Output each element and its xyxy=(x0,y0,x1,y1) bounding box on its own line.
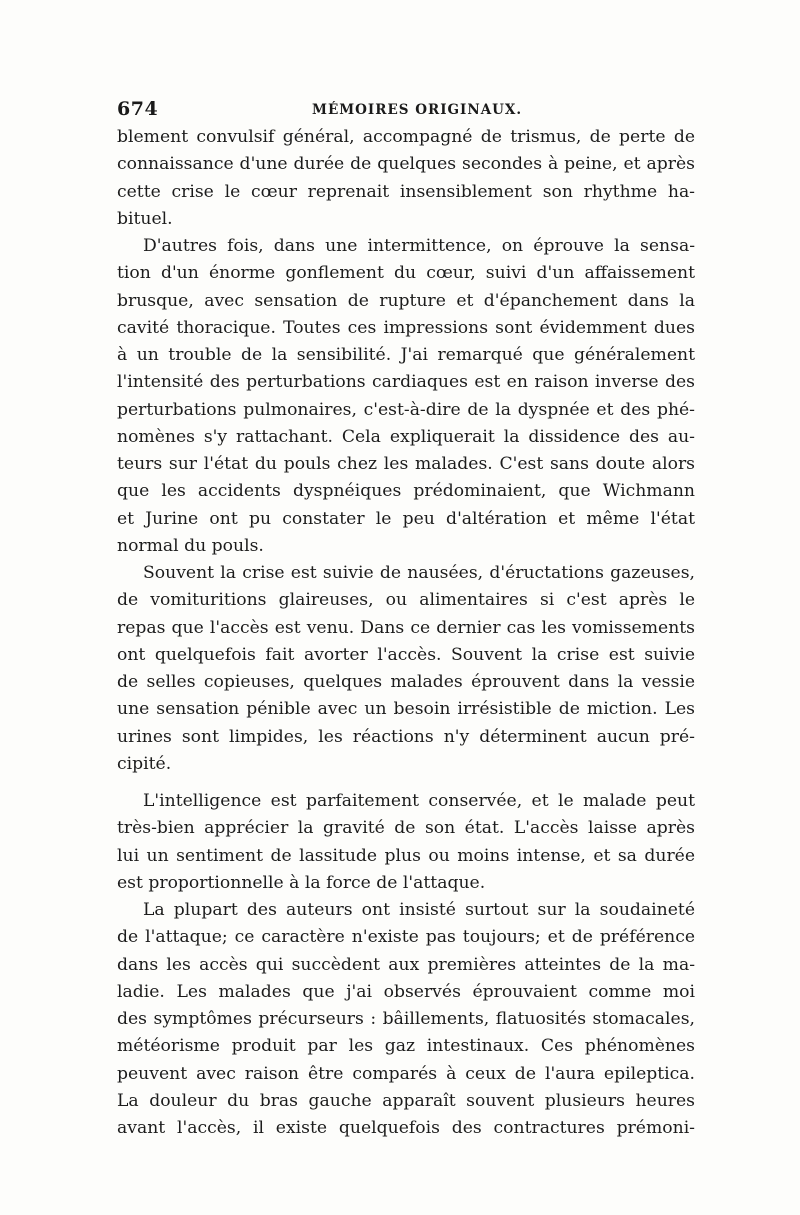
text-line: de vomituritions glaireuses, ou alimentaires si c'est après le xyxy=(117,590,695,611)
text-line: normal du pouls. xyxy=(117,535,264,556)
text-line: perturbations pulmonaires, c'est-à-dire de la dyspnée et des phé- xyxy=(117,399,695,420)
text-line: très-bien apprécier la gravité de son état. L'accès laisse après xyxy=(117,818,695,839)
text-line: blement convulsif général, accompagné de trismus, de perte de xyxy=(117,127,695,147)
text-line: peuvent avec raison être comparés à ceux de l'aura epileptica. xyxy=(117,1063,695,1084)
text-line: nomènes s'y rattachant. Cela expliquerait la dissidence des au- xyxy=(117,426,695,447)
text-line: avant l'accès, il existe quelquefois des contractures prémoni- xyxy=(117,1118,695,1138)
text-line: La douleur du bras gauche apparaît souvent plusieurs heures xyxy=(117,1090,695,1111)
text-line: de l'attaque; ce caractère n'existe pas toujours; et de préférence xyxy=(117,927,695,948)
text-line: teurs sur l'état du pouls chez les malades. C'est sans doute alors xyxy=(117,454,695,474)
running-title: MÉMOIRES ORIGINAUX. xyxy=(312,102,523,118)
text-line: et Jurine ont pu constater le peu d'altération et même l'état xyxy=(117,508,695,529)
text-line: L'intelligence est parfaitement conservée, et le malade peut xyxy=(143,791,695,811)
page-header xyxy=(117,98,695,124)
text-line: cette crise le cœur reprenait insensiblement son rhythme ha- xyxy=(117,181,695,202)
text-line: repas que l'accès est venu. Dans ce dernier cas les vomissements xyxy=(117,617,695,638)
text-line: météorisme produit par les gaz intestinaux. Ces phénomènes xyxy=(117,1036,695,1057)
text-line: Souvent la crise est suivie de nausées, d'éructations gazeuses, xyxy=(143,563,695,583)
paragraph-gap xyxy=(117,778,695,788)
text-line: des symptômes précurseurs : bâillements, flatuosités stomacales, xyxy=(117,1009,695,1029)
text-line: est proportionnelle à la force de l'attaque. xyxy=(117,872,486,893)
text-line: urines sont limpides, les réactions n'y déterminent aucun pré- xyxy=(117,726,695,747)
text-line: l'intensité des perturbations cardiaques est en raison inverse des xyxy=(117,372,695,393)
text-line: connaissance d'une durée de quelques secondes à peine, et après xyxy=(117,154,695,175)
text-line: La plupart des auteurs ont insisté surtout sur la soudaineté xyxy=(143,900,695,920)
text-line: une sensation pénible avec un besoin irrésistible de miction. Les xyxy=(117,699,695,720)
text-line: cipité. xyxy=(117,753,172,774)
text-line: dans les accès qui succèdent aux premières atteintes de la ma- xyxy=(117,954,695,975)
body-text xyxy=(117,124,695,1142)
text-line: cavité thoracique. Toutes ces impressions sont évidemment dues xyxy=(117,317,695,338)
text-line: bituel. xyxy=(117,208,173,229)
text-line: brusque, avec sensation de rupture et d'épanchement dans la xyxy=(117,290,695,311)
text-line: à un trouble de la sensibilité. J'ai remarqué que généralement xyxy=(117,345,695,365)
text-line: ladie. Les malades que j'ai observés éprouvaient comme moi xyxy=(117,981,695,1002)
text-line: D'autres fois, dans une intermittence, on éprouve la sensa- xyxy=(143,236,695,256)
text-line: lui un sentiment de lassitude plus ou moins intense, et sa durée xyxy=(117,845,695,866)
page-number: 674 xyxy=(117,98,159,120)
text-line: ont quelquefois fait avorter l'accès. Souvent la crise est suivie xyxy=(117,644,695,665)
text-line: que les accidents dyspnéiques prédominaient, que Wichmann xyxy=(117,481,695,502)
text-line: tion d'un énorme gonflement du cœur, suivi d'un affaissement xyxy=(117,263,695,284)
text-line: de selles copieuses, quelques malades éprouvent dans la vessie xyxy=(117,672,695,692)
